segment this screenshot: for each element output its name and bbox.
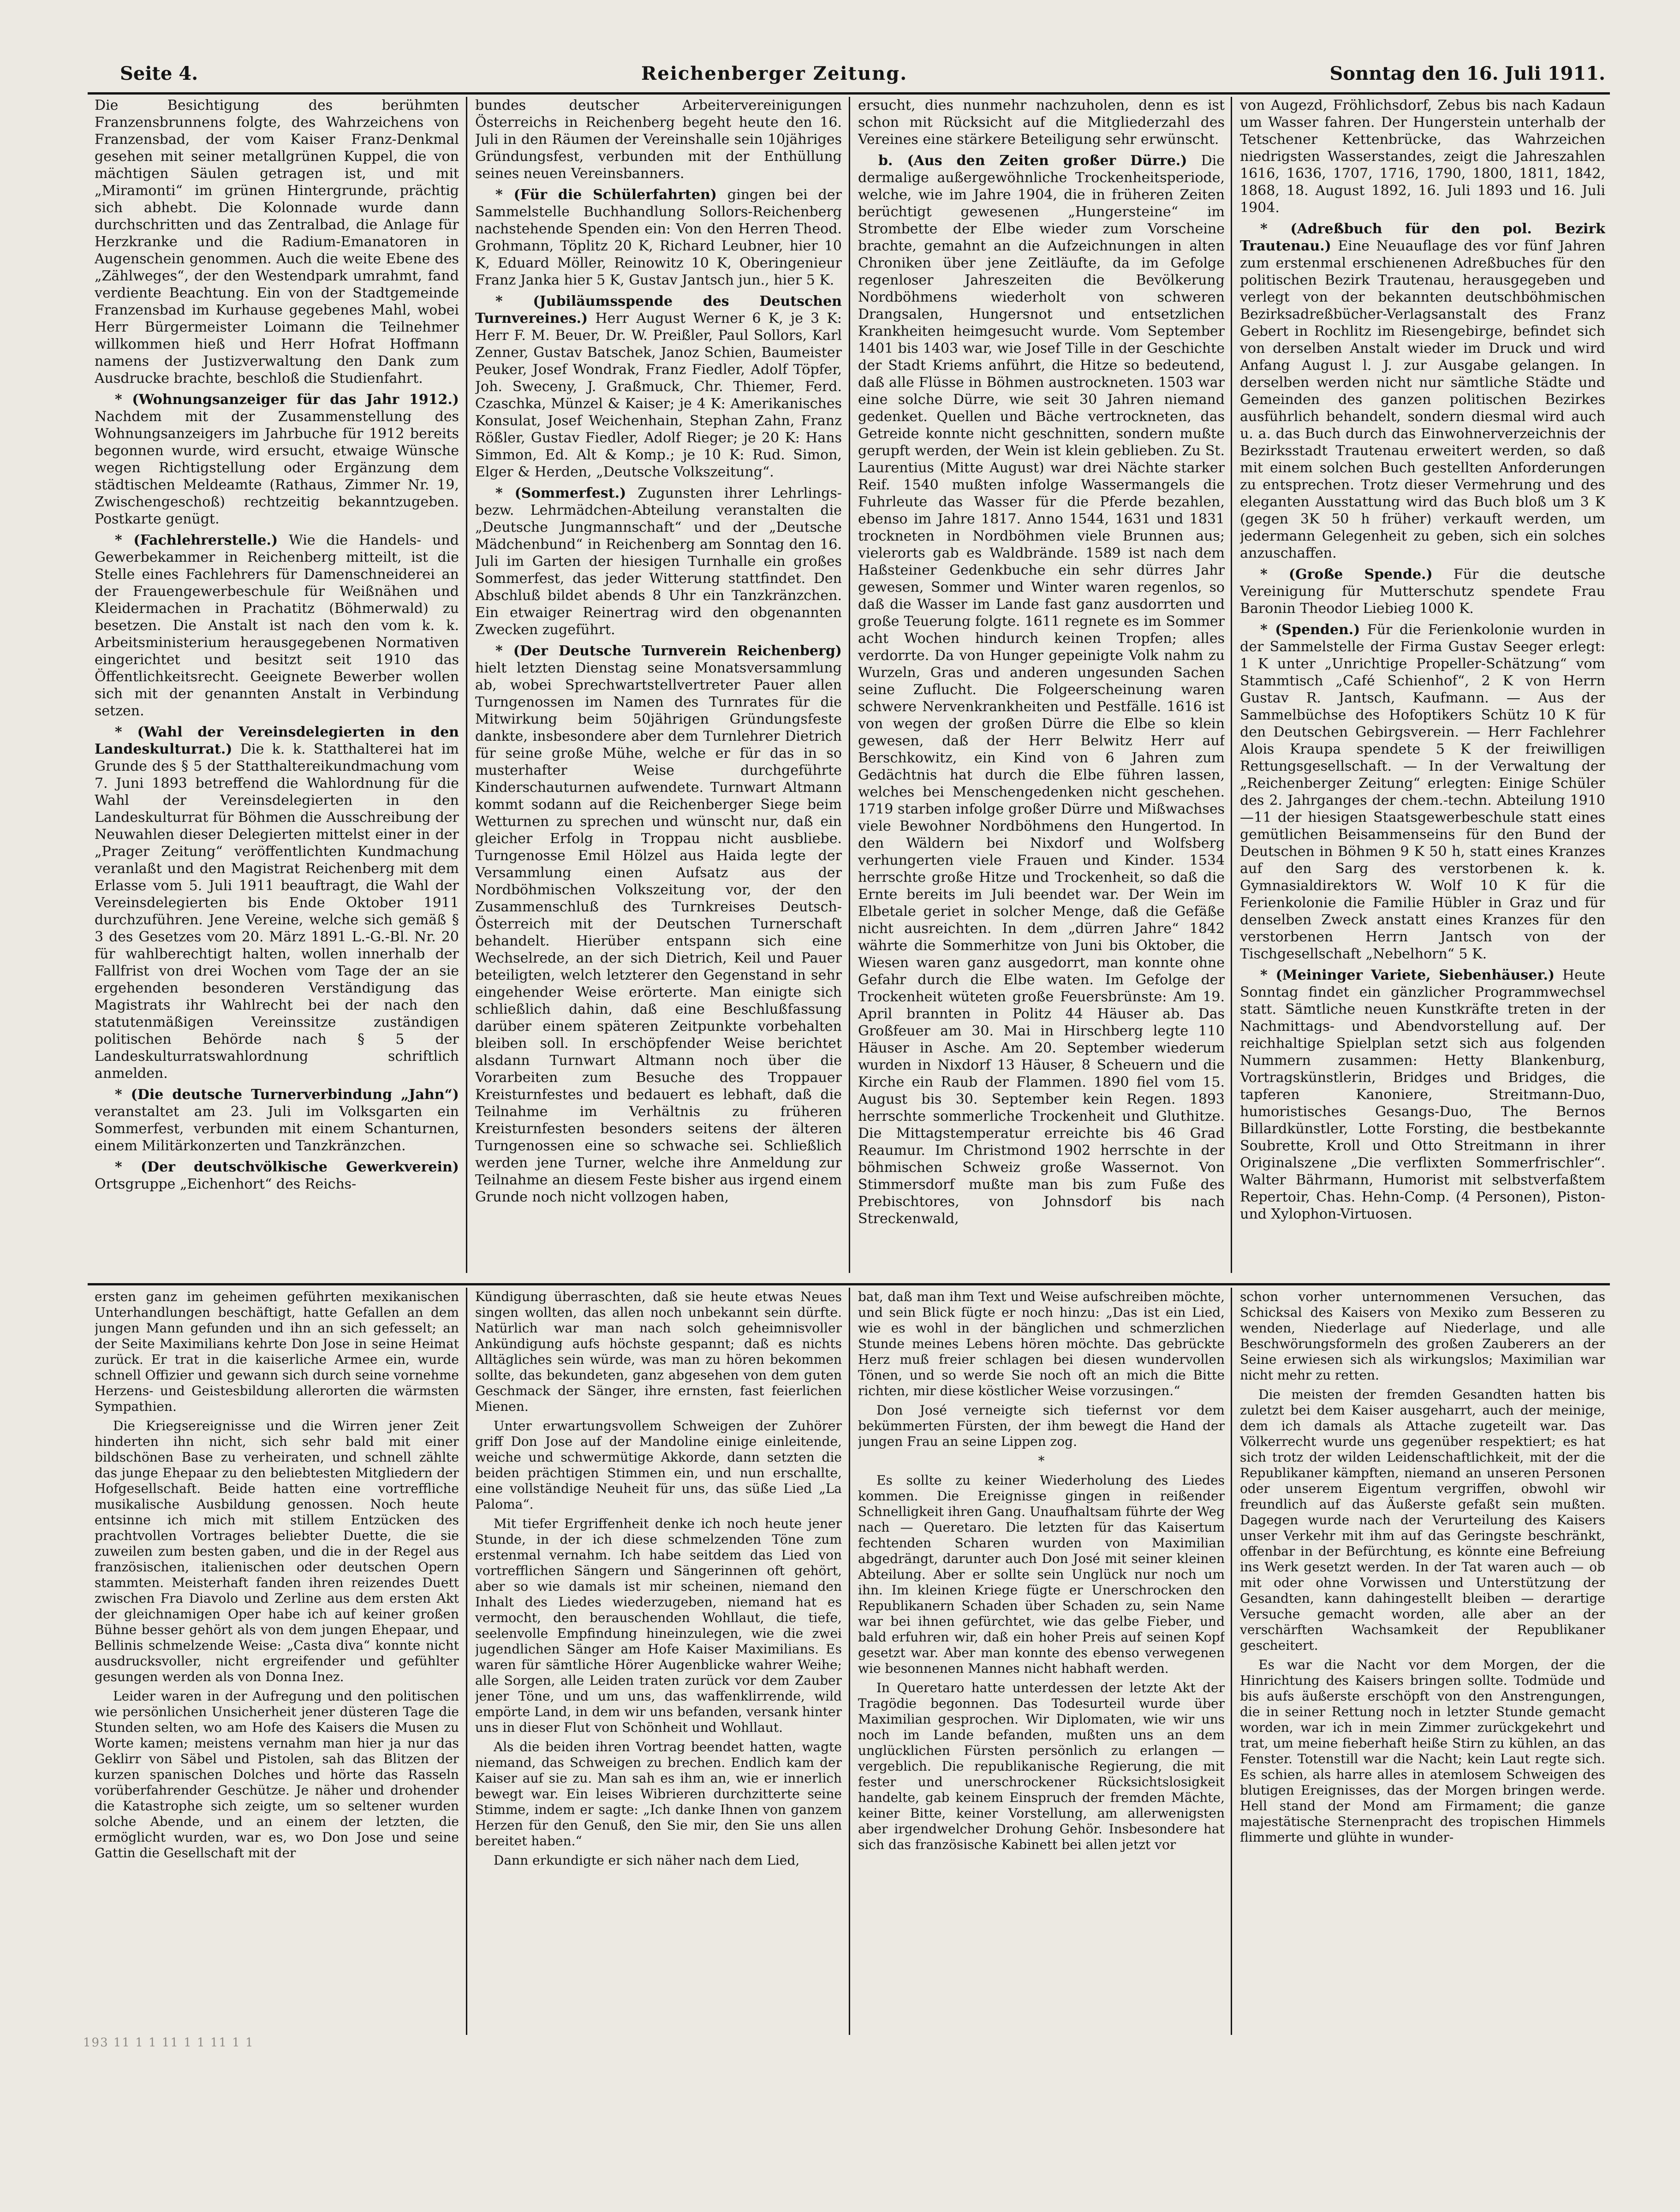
- lower-column-rule-2: [849, 1288, 850, 2035]
- column-rule-1: [466, 97, 467, 1273]
- article-title: * (Große Spende.): [1260, 566, 1433, 583]
- lower-column-rule-3: [1231, 1288, 1232, 2035]
- article-title: * (Wohnungsanzeiger für das Jahr 1912.): [115, 392, 459, 408]
- article-paragraph: Für die deutsche Vereinigung für Mutterschutz spendete Frau Baronin Theodor Liebieg 1000 K.: [1240, 566, 1605, 617]
- article-title: b. (Aus den Zeiten großer Dürre.): [878, 153, 1187, 169]
- article-paragraph: veranstaltet am 23. Juli im Volksgarten ein Sommerfest, verbunden mit einem Schanturnen, einem Militärkonzerten und Tanzkränzchen.: [95, 1104, 459, 1154]
- feuilleton-paragraph: Die meisten der fremden Gesandten hatten bis zuletzt bei dem Kaiser ausgeharrt, auch der meinige, dem ich damals als Attache zugeteilt war. Das Völkerrecht wurde uns gegenüber respektiert; es hat sich trotz der wilden Leidenschaftlichkeit, mit der die Republikaner kämpften, niemand an unseren Personen oder unserem Eigentum vergriffen, obwohl wir freundlich auf das Äußerste gefaßt sein mußten. Dagegen wurde nach der Verurteilung des Kaisers unser Verkehr mit ihm auf das Geringste beschränkt, offenbar in der Befürchtung, es könnte eine Befreiung ins Werk gesetzt werden. In der Tat waren auch — ob mit oder ohne Vorwissen und Unterstützung der Gesandten, kann dahingestellt bleiben — derartige Versuche gemacht worden, alle aber an der verschärften Wachsamkeit der Republikaner gescheitert.: [1240, 1387, 1605, 1653]
- column-rule-3: [1231, 97, 1232, 1273]
- feuilleton-column-2: [475, 1289, 842, 2032]
- column-1: [95, 97, 459, 1278]
- footer-mark: 193 11 1 1 11 1 1 11 1 1: [83, 2036, 254, 2050]
- feuilleton-rule: [88, 1283, 1610, 1285]
- feuilleton-column-3: [858, 1289, 1225, 2032]
- article-paragraph: Für die Ferienkolonie wurden in der Sammelstelle der Firma Gustav Seeger erlegt: 1 K unter „Unrichtige Propeller-Schätzung“ vom Stammtisch „Café Schienhof“, 2 K von Herrn Gustav R. Jantsch, Kaufmann. — Aus der Sammelbüchse des Hofoptikers Schütz 10 K für den Deutschen Gebirgsverein. — Herr Fachlehrer Alois Kraupa spendete 5 K der freiwilligen Rettungsgesellschaft. — In der Verwaltung der „Reichenberger Zeitung“ erlegten: Einige Schüler des 2. Jahrganges der chem.-techn. Abteilung 1910—11 der hiesigen Staatsgewerbeschule statt eines gemütlichen Beisammenseins für den Bund der Deutschen in Böhmen 9 K 50 h, statt eines Kranzes auf den Sarg des verstorbenen k. k. Gymnasialdirektors W. Wolf 10 K für die Ferienkolonie die Familie Hübler in Graz und für denselben Zweck anstatt eines Kranzes für den verstorbenen Herrn Jantsch von der Tischgesellschaft „Nebelhorn“ 5 K.: [1240, 622, 1605, 962]
- column-rule-2: [849, 97, 850, 1273]
- newspaper-title: Reichenberger Zeitung.: [641, 63, 908, 84]
- page-number: Seite 4.: [120, 63, 198, 84]
- article-title: * (Meininger Variete, Siebenhäuser.): [1260, 967, 1555, 983]
- article-paragraph: bundes deutscher Arbeitervereinigungen Österreichs in Reichenberg begeht heute den 16. Juli in den Räumen der Vereinshalle sein 10jähriges Gründungsfest, verbunden mit der Enthüllung seines neuen Vereinsbanners.: [475, 97, 842, 182]
- feuilleton-paragraph: Es sollte zu keiner Wiederholung des Liedes kommen. Die Ereignisse gingen in reißender Schnelligkeit ihren Gang. Unaufhaltsam führte der Weg nach — Queretaro. Die letzten für das Kaisertum fechtenden Scharen wurden von Maximilian abgedrängt, darunter auch Don José mit seiner kleinen Abteilung. Aber er sollte sein Unglück nur noch um ihn. Im kleinen Kriege fügte er Unerschrocken den Republikanern Schaden über Schaden zu, sein Name war bei ihnen gefürchtet, wie das gelbe Fieber, und bald erfuhren wir, daß ein hoher Preis auf seinen Kopf gesetzt war. Aber man konnte des ebenso verwegenen wie besonnenen Mannes nicht habhaft werden.: [858, 1473, 1225, 1676]
- article-paragraph: ersucht, dies nunmehr nachzuholen, denn es ist schon mit Rücksicht auf die Mitgliederzahl des Vereines eine stärkere Beteiligung sehr erwünscht.: [858, 97, 1225, 148]
- article-title: * (Der Deutsche Turnverein Reichenberg): [495, 643, 842, 659]
- article-paragraph: Die Besichtigung des berühmten Franzensbrunnens folgte, des Wahrzeichens von Franzensbad, der vom Kaiser Franz-Denkmal gesehen mit seiner metallgrünen Kuppel, die von mächtigen Säulen getragen ist, und mit „Miramonti“ im grünen Hintergrunde, prächtig sich abhebt. Die Kolonnade wurde dann durchschritten und das Zentralbad, die Anlage für Herzkranke und die Radium-Emanatoren in Augenschein genommen. Auch die weite Ebene des „Zählweges“, der den Westendpark umrahmt, fand verdiente Beachtung. Ein von der Stadtgemeinde Franzensbad im Kurhause gegebenes Mahl, wobei Herr Bürgermeister Loimann die Teilnehmer willkommen hieß und Herr Hofrat Hoffmann namens der Justizverwaltung den Dank zum Ausdrucke brachte, beschloß die Studienfahrt.: [95, 97, 459, 387]
- feuilleton-paragraph: Unter erwartungsvollem Schweigen der Zuhörer griff Don Jose auf der Mandoline einige einleitende, weiche und schwermütige Akkorde, dann setzten die beiden prächtigen Stimmen ein, und nun erschallte, eine vollständige Neuheit für uns, das süße Lied „La Paloma“.: [475, 1418, 842, 1512]
- article-title: * (Spenden.): [1260, 622, 1360, 638]
- feuilleton-paragraph: ersten ganz im geheimen geführten mexikanischen Unterhandlungen beschäftigt, hatte Gefallen an dem jungen Mann gefunden und ihn an sich gefesselt; an der Seite Maximilians kehrte Don Jose in seine Heimat zurück. Er trat in die kaiserliche Armee ein, wurde schnell Offizier und gewann sich durch seine vornehme Herzens- und Geistesbildung allerorten die wärmsten Sympathien.: [95, 1289, 459, 1414]
- article-paragraph: gingen bei der Sammelstelle Buchhandlung Sollors-Reichenberg nachstehende Spenden ein: Von den Herren Theod. Grohmann, Töplitz 20 K, Richard Leubner, hier 10 K, Eduard Möller, Reinowitz 10 K, Oberingenieur Franz Janka hier 5 K, Gustav Jantsch jun., hier 5 K.: [475, 187, 842, 288]
- article-title: * (Für die Schülerfahrten): [495, 187, 717, 203]
- article-title: * (Adreßbuch für den pol. Bezirk Trautenau.): [1240, 221, 1605, 254]
- column-2: [475, 97, 842, 1278]
- article-title: * (Fachlehrerstelle.): [115, 532, 278, 548]
- article-paragraph: Heute Sonntag findet ein gänzlicher Programmwechsel statt. Sämtliche neuen Kunstkräfte treten in der Nachmittags- und Abendvorstellung auf. Der reichhaltige Spielplan setzt sich aus folgenden Nummern zusammen: Hetty Blankenburg, Vortragskünstlerin, Bridges und Bridges, die tapferen Kanoniere, Streitmann-Duo, humoristisches Gesangs-Duo, The Bernos Billardkünstler, Lotte Forsting, die bestbekannte Soubrette, Kroll und Otto Streitmann in ihrer Originalszene „Die verflixten Sommerfrischler“. Walter Bährmann, Humorist mit selbstverfaßtem Repertoir, Chas. Hehn-Comp. (4 Personen), Piston- und Xylophon-Virtuosen.: [1240, 967, 1605, 1222]
- feuilleton-paragraph: Don José verneigte sich tiefernst vor dem bekümmerten Fürsten, der ihm bewegt die Hand der jungen Frau an seine Lippen zog.: [858, 1403, 1225, 1449]
- article-paragraph: Die k. k. Statthalterei hat im Grunde des § 5 der Statthaltereikundmachung vom 7. Juni 1893 betreffend die Wahlordnung für die Wahl der Vereinsdelegierten in den Landeskulturrat für Böhmen die Ausschreibung der Neuwahlen dieser Delegierten mittelst einer in der „Prager Zeitung“ veröffentlichten Kundmachung veranlaßt und den Magistrat Reichenberg mit dem Erlasse vom 5. Juli 1911 beauftragt, die Wahl der Vereinsdelegierten bis Ende Oktober 1911 durchzuführen. Jene Vereine, welche sich gemäß § 3 des Gesetzes vom 20. März 1891 L.-G.-Bl. Nr. 20 für wahlberechtigt halten, wollen innerhalb der Fallfrist von drei Wochen vom Tage der an sie ergehenden besonderen Verständigung das Magistrats ihr Wahlrecht bei der nach den statutenmäßigen Vereinssitze zuständigen politischen Behörde nach § 5 der Landeskulturratswahlordnung schriftlich anmelden.: [95, 741, 459, 1082]
- header-rule: [88, 92, 1610, 95]
- feuilleton-paragraph: Es war die Nacht vor dem Morgen, der die Hinrichtung des Kaisers bringen sollte. Todmüde und bis aufs äußerste erschöpft von den Anstrengungen, die in seiner Rettung noch in letzter Stunde gemacht worden, war ich in mein Zimmer zurückgekehrt und trat, um meine fieberhaft heiße Stirn zu kühlen, an das Fenster. Totenstill war die Nacht; kein Laut regte sich. Es schien, als harre alles in atemlosem Schweigen des blutigen Ereignisses, das der Morgen bringen werde. Hell stand der Mond am Firmament; die ganze majestätische Sternenpracht des tropischen Himmels flimmerte und glühte in wunder-: [1240, 1657, 1605, 1845]
- feuilleton-paragraph: bat, daß man ihm Text und Weise aufschreiben möchte, und sein Blick fügte er noch hinzu: „Das ist ein Lied, wie es wohl in der bänglichen und schmerzlichen Stunde meines Lebens hören möchte. Das gebrückte Herz muß freier schlagen bei diesen wundervollen Tönen, und so werde Sie noch oft an mich die Bitte richten, mir diese köstlicher Weise vorzusingen.“: [858, 1289, 1225, 1398]
- article-title: * (Der deutschvölkische Gewerkverein): [115, 1159, 459, 1175]
- feuilleton-paragraph: Dann erkundigte er sich näher nach dem Lied,: [494, 1853, 800, 1868]
- article-paragraph: hielt letzten Dienstag seine Monatsversammlung ab, wobei Sprechwartstellvertreter Pauer allen Turngenossen im Namen des Turnrates für die Mitwirkung beim 50jährigen Gründungsfeste dankte, insbesondere aber dem Turnlehrer Dietrich für seine große Mühe, welche er für das in so musterhafter Weise durchgeführte Kinderschauturnen aufwendete. Turnwart Altmann kommt sodann auf die Reichenberger Siege beim Wetturnen zu sprechen und wünscht nur, daß ein gleicher Erfolg in Troppau nicht ausbliebe. Turngenosse Emil Hölzel aus Haida legte der Versammlung einen Aufsatz aus der Nordböhmischen Volkszeitung vor, der den Zusammenschluß des Turnkreises Deutsch-Österreich mit der Deutschen Turnerschaft behandelt. Hierüber entspann sich eine Wechselrede, an der sich Dietrich, Keil und Pauer beteiligten, welch letzterer den Gegenstand in sehr eingehender Weise erörterte. Man einigte sich schließlich dahin, daß eine Beschlußfassung darüber einem späteren Zeitpunkte vorbehalten bleiben soll. In erschöpfender Weise berichtet alsdann Turnwart Altmann noch über die Vorarbeiten zum Besuche des Troppauer Kreisturnfestes und bedauert es lebhaft, daß die Teilnahme im Verhältnis zu früheren Kreisturnfesten besonders seitens der älteren Turngenossen eine so schwache sei. Schließlich werden jene Turner, welche ihre Anmeldung zur Teilnahme an diesem Feste bisher aus irgend einem Grunde noch nicht vollzogen haben,: [475, 660, 842, 1205]
- article-title: * (Wahl der Vereinsdelegierten in den Landeskulturrat.): [95, 724, 459, 757]
- column-4: [1240, 97, 1605, 1278]
- article-title: * (Jubiläumsspende des Deutschen Turnvereines.): [475, 293, 842, 327]
- feuilleton-paragraph: schon vorher unternommenen Versuchen, das Schicksal des Kaisers von Mexiko zum Besseren zu wenden, Niederlage auf Niederlage, und alle Beschwörungsformeln des großen Zauberers an der Seine erwiesen sich als wirkungslos; Maximilian war nicht mehr zu retten.: [1240, 1289, 1605, 1383]
- article-paragraph: Nachdem mit der Zusammenstellung des Wohnungsanzeigers im Jahrbuche für 1912 bereits begonnen wurde, wird ersucht, etwaige Wünsche wegen Richtigstellung oder Ergänzung dem städtischen Meldeamte (Rathaus, Zimmer Nr. 19, Zwischengeschoß) rechtzeitig bekanntzugeben. Postkarte genügt.: [95, 409, 459, 527]
- section-separator: *: [1038, 1453, 1045, 1469]
- feuilleton-paragraph: Mit tiefer Ergriffenheit denke ich noch heute jener Stunde, in der ich diese schmelzenden Töne zum erstenmal vernahm. Ich habe seitdem das Lied von vortrefflichen Sängern und Sängerinnen oft gehört, aber so wie damals ist mir scheinen, niemand den Inhalt des Liedes wiederzugeben, niemand hat es vermocht, den berauschenden Wohllaut, die tiefe, seelenvolle Empfindung hineinzulegen, wie die zwei jugendlichen Sänger am Hofe Kaiser Maximilians. Es waren für sämtliche Hörer Augenblicke wahrer Weihe; alle Sorgen, alle Leiden traten zurück vor dem Zauber jener Töne, und um uns, das waffenklirrende, wild empörte Land, in dem wir uns befanden, versank hinter uns in dieser Flut von Schönheit und Wohllaut.: [475, 1516, 842, 1735]
- column-3: [858, 97, 1225, 1278]
- article-paragraph: Die dermalige außergewöhnliche Trockenheitsperiode, welche, wie im Jahre 1904, die in früheren Zeiten berüchtigt gewesenen „Hungersteine“ im Strombette der Elbe wieder zum Vorscheine brachte, gemahnt an die Aufzeichnungen in alten Chroniken über jene Zeitläufte, da im Gefolge regenloser Jahreszeiten die Bevölkerung Nordböhmens wiederholt von schweren Drangsalen, Hungersnot und entsetzlichen Krankheiten heimgesucht wurde. Vom September 1401 bis 1403 war, wie Josef Tille in der Geschichte der Stadt Kriems anführt, die Hitze so bedeutend, daß alle Flüsse in Böhmen austrockneten. 1503 war eine solche Dürre, wie seit 30 Jahren niemand gedenket. Quellen und Bäche vertrockneten, das Getreide konnte nicht geschnitten, sondern mußte gerupft werden, der Wein ist klein geblieben. Zu St. Laurentius (Mitte August) war drei Nächte starker Reif. 1540 mußten infolge Wassermangels die Fuhrleute das Wasser für die Pferde bezahlen, ebenso im Jahre 1817. Anno 1544, 1631 und 1831 trockneten in Nordböhmen viele Brunnen aus; vielerorts gab es Waldbrände. 1589 ist nach dem Haßsteiner Gedenkbuche ein sehr dürres Jahr gewesen, Sommer und Winter waren regenlos, so daß die Wasser im Lande fast ganz ausdorrten und große Teuerung folgte. 1611 regnete es im Sommer acht Wochen hindurch keinen Tropfen; alles verdorrte. Da von Hunger gepeinigte Volk nahm zu Wurzeln, Gras und anderen ungesunden Sachen seine Zuflucht. Die Folgeerscheinung waren schwere Nervenkrankheiten und Pestfälle. 1616 ist von wegen der großen Dürre die Elbe so klein gewesen, daß der Herr Belwitz Herr auf Berschkowitz, ein Kind von 6 Jahren zum Gedächtnis hat durch die Elbe führen lassen, welches bei Menschengedenken nicht geschehen. 1719 starben infolge großer Dürre und Mißwachses viele Bewohner Nordböhmens den Hungertod. In den Wäldern bei Nixdorf und Wolfsberg verhungerten viele Frauen und Kinder. 1534 herrschte große Hitze und Trockenheit, so daß die Ernte bereits im Juli beendet war. Der Wein im Elbetale geriet in solcher Menge, daß die Gefäße nicht ausreichten. In dem „dürren Jahre“ 1842 währte die Sommerhitze von Juni bis Oktober, die Wiesen waren ganz ausgedorrt, man konnte ohne Gefahr durch die Elbe waten. Im Gefolge der Trockenheit wüteten große Feuersbrünste: Am 19. April brannten in Politz 44 Häuser ab. Das Großfeuer am 30. Mai in Hirschberg legte 110 Häuser in Asche. Am 20. September wiederum wurden in Nixdorf 13 Häuser, 8 Scheuern und die Kirche ein Raub der Flammen. 1890 fiel vom 15. August bis 30. September kein Regen. 1893 herrschte sommerliche Trockenheit und Gluthitze. Die Mittagstemperatur erreichte bis 46 Grad Reaumur. Im Christmond 1902 herrschte in der böhmischen Schweiz große Wassernot. Von Stimmersdorf mußte man bis zum Fuße des Prebischtores, von Johnsdorf bis nach Streckenwald,: [858, 153, 1225, 1227]
- article-paragraph: Wie die Handels- und Gewerbekammer in Reichenberg mitteilt, ist die Stelle eines Fachlehrers für Damenschneiderei an der Frauengewerbeschule für Weißnähen und Kleidermachen in Prachatitz (Böhmerwald) zu besetzen. Die Anstalt ist nach den vom k. k. Arbeitsministerium herausgegebenen Normativen eingerichtet und besitzt seit 1910 das Öffentlichkeitsrecht. Geeignete Bewerber wollen sich mit der genannten Anstalt in Verbindung setzen.: [95, 532, 459, 719]
- article-paragraph: Eine Neuauflage des vor fünf Jahren zum erstenmal erschienenen Adreßbuches für den politischen Bezirk Trautenau, herausgegeben und verlegt von der bekannten deutschböhmischen Bezirksadreßbücher-Verlagsanstalt des Franz Gebert in Rochlitz im Riesengebirge, befindet sich von derselben Anstalt wieder im Druck und wird Anfang August l. J. zur Ausgabe gelangen. In derselben werden nicht nur sämtliche Städte und Gemeinden des ganzen politischen Bezirkes ausführlich behandelt, sondern diesmal wird auch u. a. das Buch durch das Einwohnerverzeichnis der Bezirksstadt Trautenau erweitert werden, so daß mit einem solchen Buch gestellten Anforderungen zu entsprechen. Trotz dieser Vermehrung und des eleganten Ausstattung wird das Buch bloß um 3 K (gegen 3K 50 h früher) verkauft werden, um jedermann Gelegenheit zu geben, sich ein solches anzuschaffen.: [1240, 238, 1605, 561]
- feuilleton-paragraph: Die Kriegsereignisse und die Wirren jener Zeit hinderten ihn nicht, sich sehr bald mit einer bildschönen Base zu verheiraten, und schnell zählte das junge Ehepaar zu den beliebtesten Mitgliedern der Hofgesellschaft. Beide hatten eine vortreffliche musikalische Ausbildung genossen. Noch heute entsinne ich mich mit stillem Entzücken des prachtvollen Vortrages beliebter Duette, die sie zuweilen zum besten gaben, und die in der Regel aus französischen, italienischen oder deutschen Opern stammten. Meisterhaft fanden ihren reizendes Duett zwischen Fra Diavolo und Zerline aus dem ersten Akt der gleichnamigen Oper habe ich auf keiner großen Bühne besser gehört als von dem jungen Ehepaar, und Bellinis schmelzende Weise: „Casta diva“ konnte nicht ausdrucksvoller, nicht ergreifender und gefühlter gesungen werden als von Donna Inez.: [95, 1418, 459, 1684]
- article-paragraph: Ortsgruppe „Eichenhort“ des Reichs-: [95, 1176, 357, 1192]
- article-paragraph: Zugunsten ihrer Lehrlings- bezw. Lehrmädchen-Abteilung veranstalten die „Deutsche Jungmannschaft“ und der „Deutsche Mädchenbund“ in Reichenberg am Sonntag den 16. Juli im Garten der hiesigen Turnhalle ein großes Sommerfest, das jeder Witterung stattfindet. Den Abschluß bildet abends 8 Uhr ein Tanzkränzchen. Ein etwaiger Reinertrag wird den obgenannten Zwecken zugeführt.: [475, 485, 842, 638]
- feuilleton-paragraph: Leider waren in der Aufregung und den politischen wie persönlichen Unsicherheit jener düsteren Tage die Stunden selten, wo am Hofe des Kaisers die Musen zu Worte kamen; meistens vernahm man hier ja nur das Geklirr von Säbel und Pistolen, sah das Blitzen der kurzen spanischen Dolches und hörte das Rasseln vorüberfahrender Geschütze. Je näher und drohender die Katastrophe sich zeigte, um so seltener wurden solche Abende, und an einem der letzten, die ermöglicht wurden, war es, wo Don Jose und seine Gattin die Gesellschaft mit der: [95, 1689, 459, 1861]
- feuilleton-column-4: [1240, 1289, 1605, 2032]
- page-header: [88, 60, 1605, 97]
- lower-column-rule-1: [466, 1288, 467, 2035]
- feuilleton-paragraph: Als die beiden ihren Vortrag beendet hatten, wagte niemand, das Schweigen zu brechen. Endlich kam der Kaiser auf sie zu. Man sah es ihm an, wie er innerlich bewegt war. Ein leises Wibrieren durchzitterte seine Stimme, indem er sagte: „Ich danke Ihnen von ganzem Herzen für den Genuß, den Sie mir, den Sie uns allen bereitet haben.“: [475, 1739, 842, 1849]
- article-title: * (Sommerfest.): [495, 485, 626, 501]
- feuilleton-column-1: [95, 1289, 459, 2032]
- issue-date: Sonntag den 16. Juli 1911.: [1329, 63, 1605, 84]
- article-paragraph: von Augezd, Fröhlichsdorf, Zebus bis nach Kadaun um Wasser fahren. Der Hungerstein unterhalb der Tetschener Kettenbrücke, das Wahrzeichen niedrigsten Wasserstandes, zeigt die Jahreszahlen 1616, 1636, 1707, 1716, 1790, 1800, 1811, 1842, 1868, 18. August 1892, 16. Juli 1893 und 16. Juli 1904.: [1240, 97, 1605, 216]
- feuilleton-paragraph: Kündigung überraschten, daß sie heute etwas Neues singen wollten, das allen noch unbekannt sein dürfte. Natürlich war man nach solch geheimnisvoller Ankündigung aufs höchste gespannt; daß es nichts Alltägliches sein würde, was man zu hören bekommen sollte, das bekundeten, ganz abgesehen von dem guten Geschmack der Sänger, ihre ernsten, fast feierlichen Mienen.: [475, 1289, 842, 1414]
- article-paragraph: Herr August Werner 6 K, je 3 K: Herr F. M. Beuer, Dr. W. Preißler, Paul Sollors, Karl Zenner, Gustav Batschek, Janoz Schien, Baumeister Peuker, Josef Wondrak, Franz Fiedler, Adolf Töpfer, Joh. Sweceny, J. Graßmuck, Chr. Thiemer, Ferd. Czaschka, Münzel & Kaiser; je 4 K: Amerikanisches Konsulat, Josef Weichenhain, Stephan Zahn, Franz Rößler, Gustav Fiedler, Adolf Rieger; je 20 K: Hans Simmon, Ed. Alt & Komp.; je 10 K: Rud. Simon, Elger & Herden, „Deutsche Volkszeitung“.: [475, 310, 842, 480]
- feuilleton-paragraph: In Queretaro hatte unterdessen der letzte Akt der Tragödie begonnen. Das Todesurteil wurde über Maximilian gesprochen. Wir Diplomaten, wie wir uns noch im Lande befanden, mußten uns an dem unglücklichen Fürsten persönlich zu erlangen — vergeblich. Die republikanische Regierung, die mit fester und unerschrockener Rücksichtslosigkeit handelte, gab keinem Einspruch der fremden Mächte, keiner Bitte, keiner Vorstellung, am allerwenigsten aber irgendwelcher Drohung Gehör. Insbesondere hat sich das französische Kabinett bei allen jetzt vor: [858, 1680, 1225, 1852]
- article-title: * (Die deutsche Turnerverbindung „Jahn“): [115, 1087, 459, 1103]
